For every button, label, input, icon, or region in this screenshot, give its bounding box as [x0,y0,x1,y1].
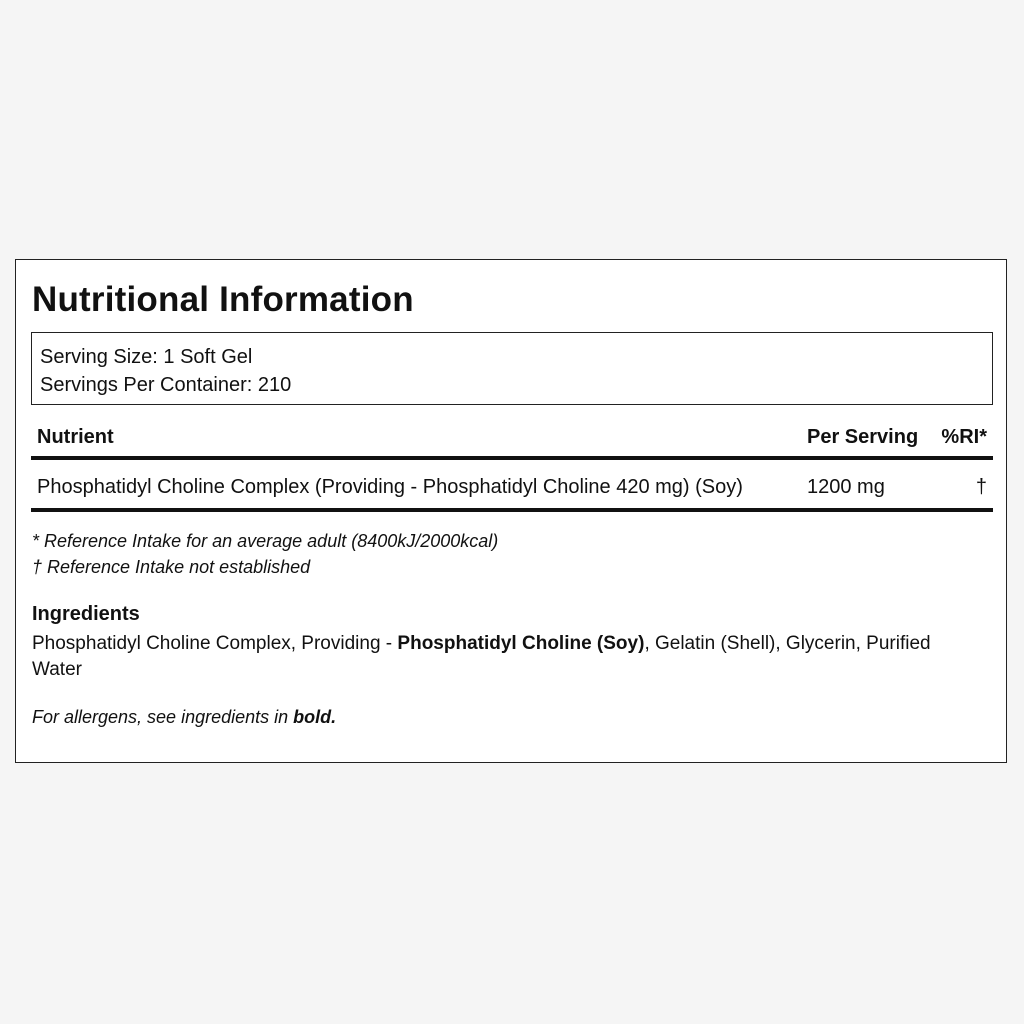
header-ri: %RI* [941,426,987,448]
row-nutrient: Phosphatidyl Choline Complex (Providing - Phosphatidyl Choline 420 mg) (Soy) [37,476,743,498]
row-per-serving: 1200 mg [807,476,885,498]
allergen-note [32,704,336,730]
allergen-note-text: For allergens, see ingredients in [32,707,294,727]
table-header [31,420,993,460]
ingredients-text-end: , Gelatin (Shell), Glycerin, Purified Water [32,633,931,680]
serving-info-box [31,332,993,405]
header-nutrient: Nutrient [37,426,114,448]
allergen-note-bold: bold. [293,707,337,727]
serving-size: Serving Size: 1 Soft Gel [40,346,253,368]
nutrient-table [31,420,993,512]
row-ri: † [975,476,987,498]
servings-per-container: Servings Per Container: 210 [40,374,292,396]
table-row [31,460,993,512]
ingredients-list [32,631,982,683]
footnote-reference-intake: * Reference Intake for an average adult (8400kJ/2000kcal) [32,531,499,551]
footnotes [32,528,498,580]
ingredients-heading: Ingredients [32,603,140,625]
ingredients-text-start: Phosphatidyl Choline Complex, Providing - [32,633,398,654]
nutrition-label [15,259,1007,763]
label-title: Nutritional Information [32,280,414,319]
ingredients-allergen-bold: Phosphatidyl Choline (Soy) [397,633,645,654]
header-per-serving: Per Serving [807,426,919,448]
footnote-not-established: † Reference Intake not established [32,557,311,577]
